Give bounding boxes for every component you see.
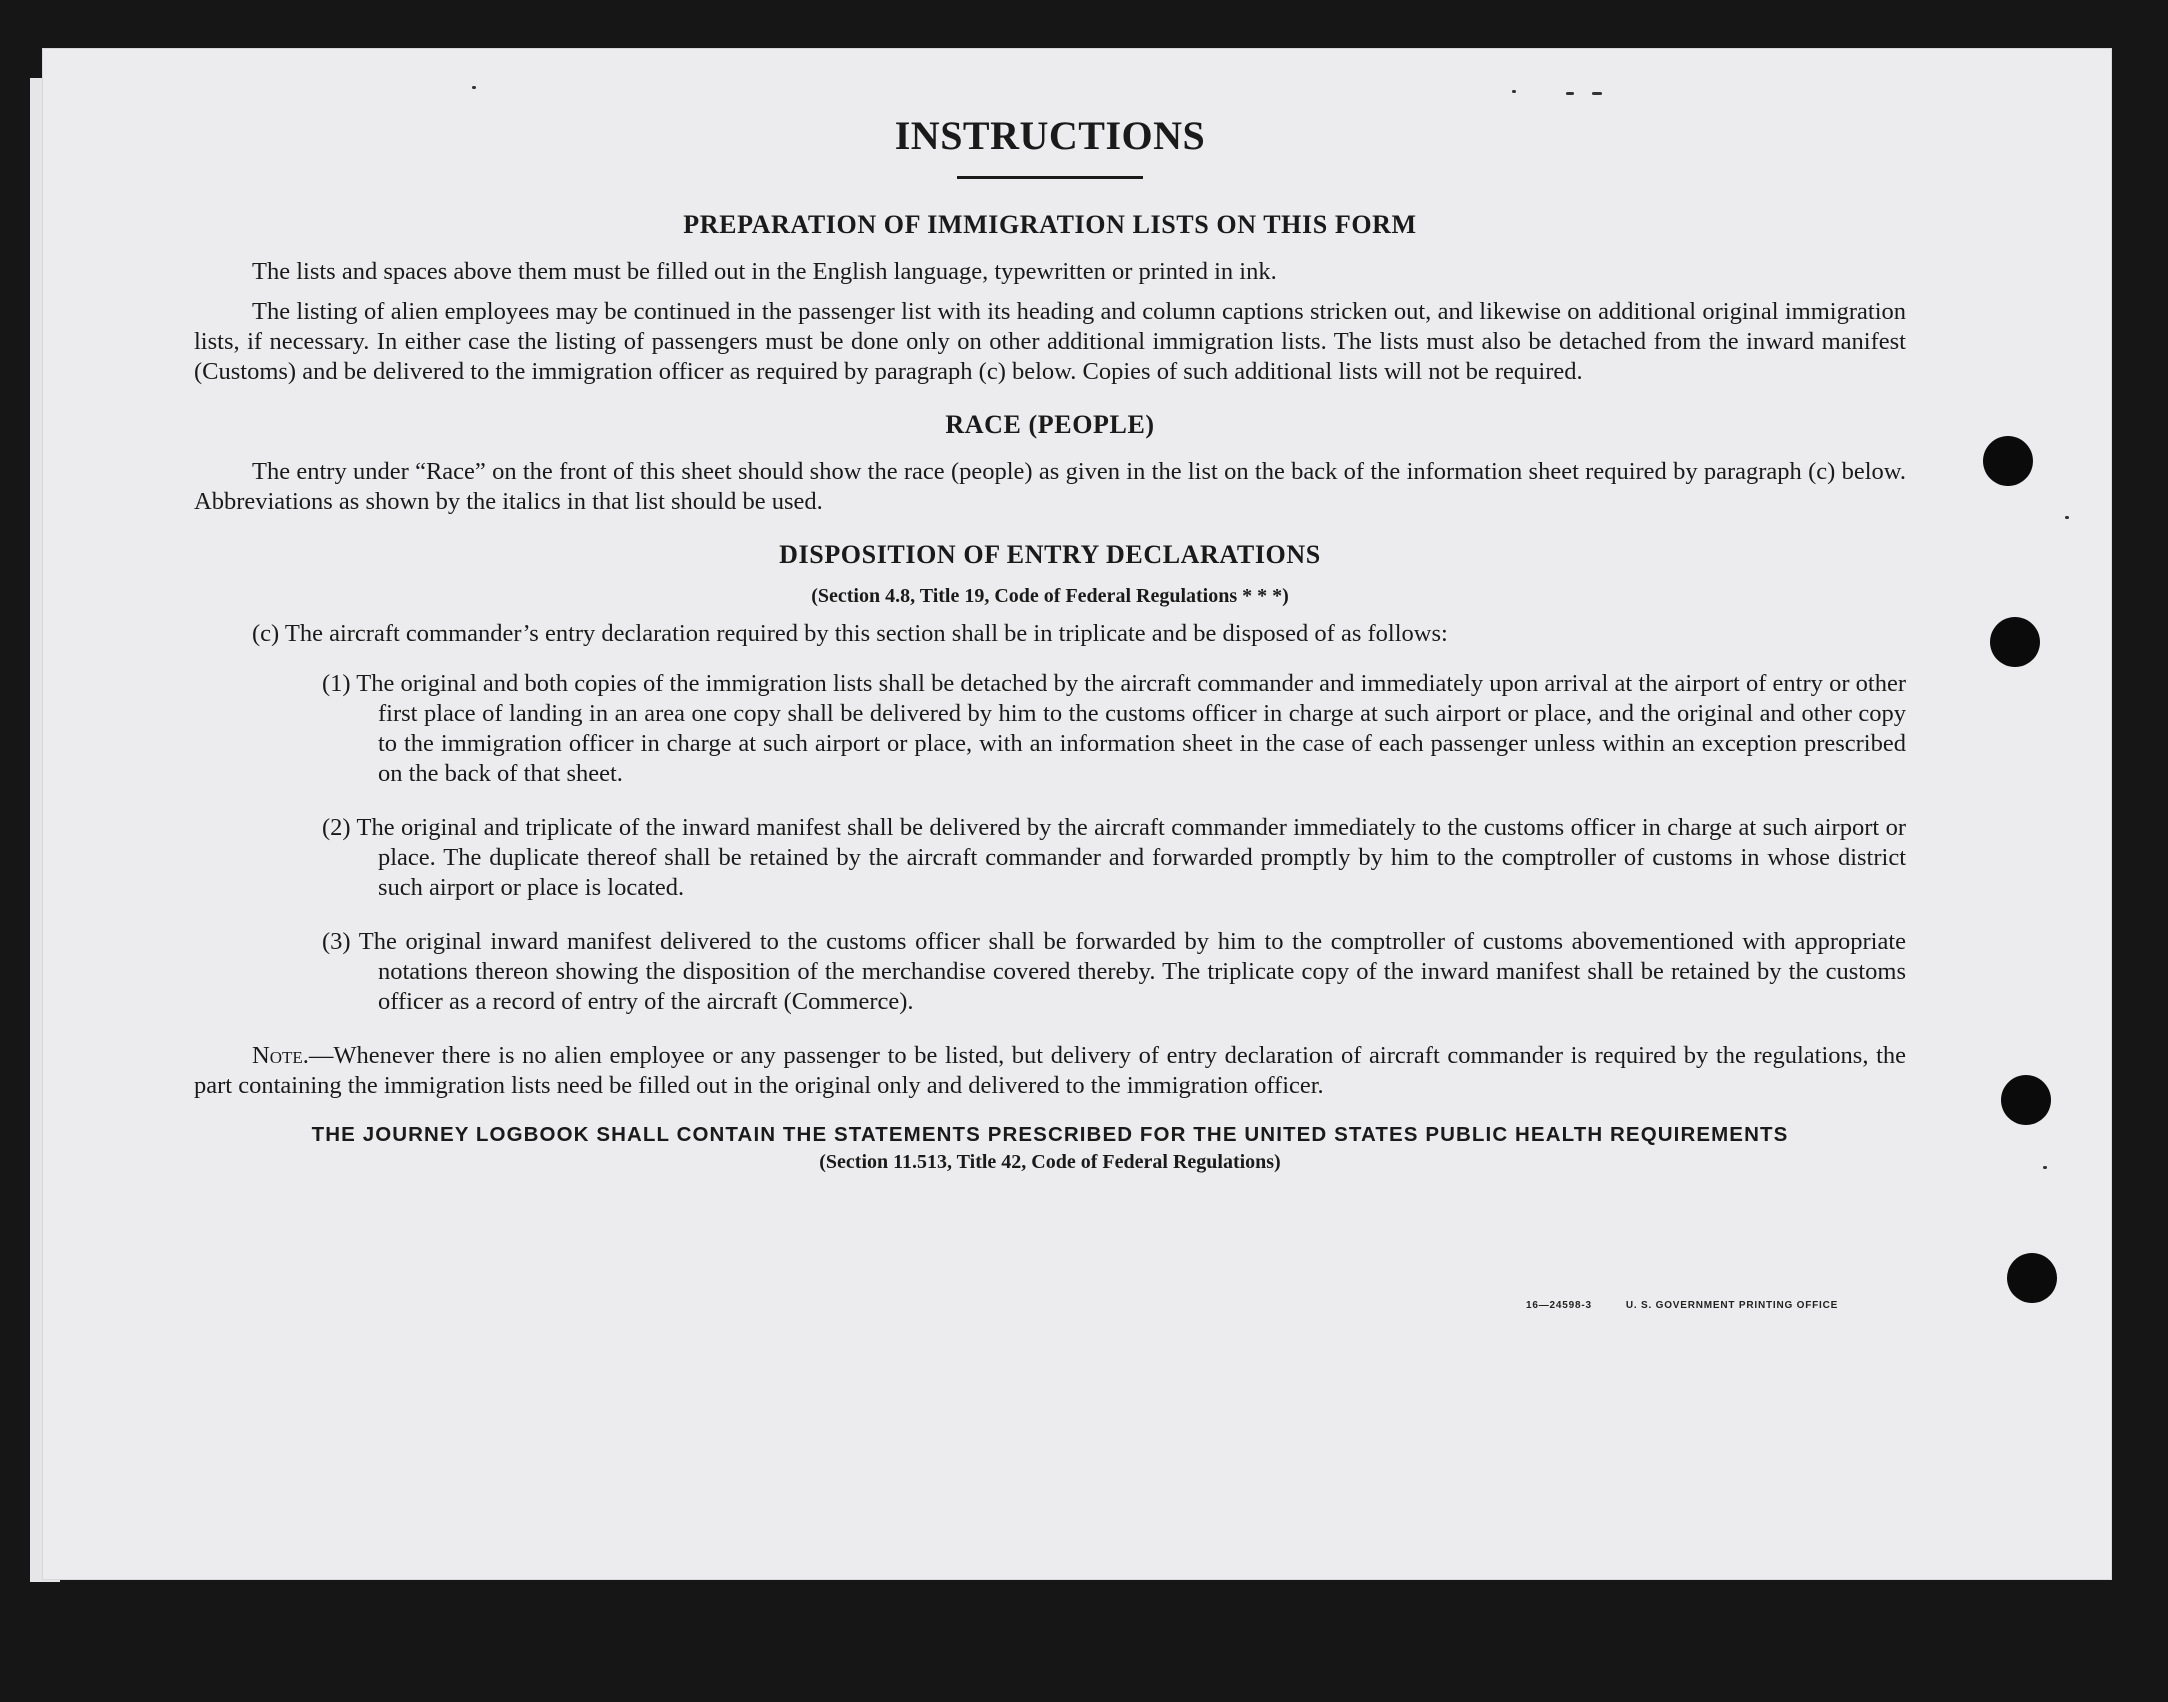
scan-speck	[1566, 92, 1574, 95]
clause-c: (c) The aircraft commander’s entry declaration required by this section shall be in triplicate and be disposed of as follows:	[252, 620, 1448, 647]
disposition-heading: DISPOSITION OF ENTRY DECLARATIONS	[779, 540, 1321, 569]
scan-speck	[1512, 90, 1516, 93]
public-health-statement: THE JOURNEY LOGBOOK SHALL CONTAIN THE STATEMENTS PRESCRIBED FOR THE UNITED STATES PUBLIC HEALTH REQUIREMENTS	[311, 1123, 1789, 1146]
disposition-citation: (Section 4.8, Title 19, Code of Federal Regulations * * *)	[811, 585, 1289, 607]
race-paragraph: The entry under “Race” on the front of this sheet should show the race (people) as given in the list on the back of the information sheet required by paragraph (c) below. Abbreviations as shown by the italics in that list should be used.	[194, 458, 1906, 515]
scan-speck	[1592, 92, 1602, 95]
note-paragraph	[194, 1041, 1906, 1101]
list-item: (3) The original inward manifest delivered to the customs officer shall be forwarded by him to the comptroller of customs abovementioned with appropriate notations thereon showing the disposition of the merchandise covered thereby. The triplicate copy of the inward manifest shall be retained by the customs officer as a record of entry of the aircraft (Commerce).	[322, 928, 1906, 1015]
list-item: (1) The original and both copies of the immigration lists shall be detached by the aircraft commander and immediately upon arrival at the airport of entry or other first place of landing in an area one copy shall be delivered by him to the customs officer in charge at such airport or place, and the original and other copy to the immigration officer in charge at such airport or place, with an information sheet in the case of each passenger unless within an exception prescribed on the back of that sheet.	[322, 670, 1906, 787]
note-label: Note.	[252, 1042, 309, 1069]
race-heading: RACE (PEOPLE)	[945, 410, 1155, 439]
form-number: 16—24598-3	[1526, 1300, 1592, 1311]
preparation-heading: PREPARATION OF IMMIGRATION LISTS ON THIS FORM	[683, 210, 1417, 239]
scan-speck	[2043, 1166, 2047, 1169]
printer-name: U. S. GOVERNMENT PRINTING OFFICE	[1625, 1300, 1839, 1311]
list-item: (2) The original and triplicate of the inward manifest shall be delivered by the aircraft commander immediately to the customs officer in charge at such airport or place. The duplicate thereof shall be retained by the aircraft commander and forwarded promptly by him to the comptroller of customs in whose district such airport or place is located.	[322, 814, 1906, 901]
preparation-paragraph-2: The listing of alien employees may be continued in the passenger list with its heading and column captions stricken out, and likewise on additional original immigration lists, if necessary. In either case the listing of passengers must be done only on other additional immigration lists. The lists must also be detached from the inward manifest (Customs) and be delivered to the immigration officer as required by paragraph (c) below. Copies of such additional lists will not be required.	[194, 298, 1906, 385]
printer-imprint	[1526, 1300, 1872, 1311]
punch-hole-4	[2007, 1253, 2057, 1303]
scan-speck	[472, 86, 476, 89]
public-health-citation: (Section 11.513, Title 42, Code of Federal Regulations)	[819, 1151, 1281, 1173]
punch-hole-1	[1983, 436, 2033, 486]
punch-hole-3	[2001, 1075, 2051, 1125]
document-body	[194, 112, 1906, 1175]
punch-hole-2	[1990, 617, 2040, 667]
preparation-paragraph-1: The lists and spaces above them must be filled out in the English language, typewritten or printed in ink.	[252, 258, 1277, 285]
title-rule	[957, 176, 1143, 179]
scan-speck	[2065, 516, 2069, 519]
note-text: —Whenever there is no alien employee or any passenger to be listed, but delivery of entry declaration of aircraft commander is required by the regulations, the part containing the immigration lists need be filled out in the original only and delivered to the immigration officer.	[194, 1042, 1906, 1099]
document-title: INSTRUCTIONS	[894, 113, 1206, 158]
